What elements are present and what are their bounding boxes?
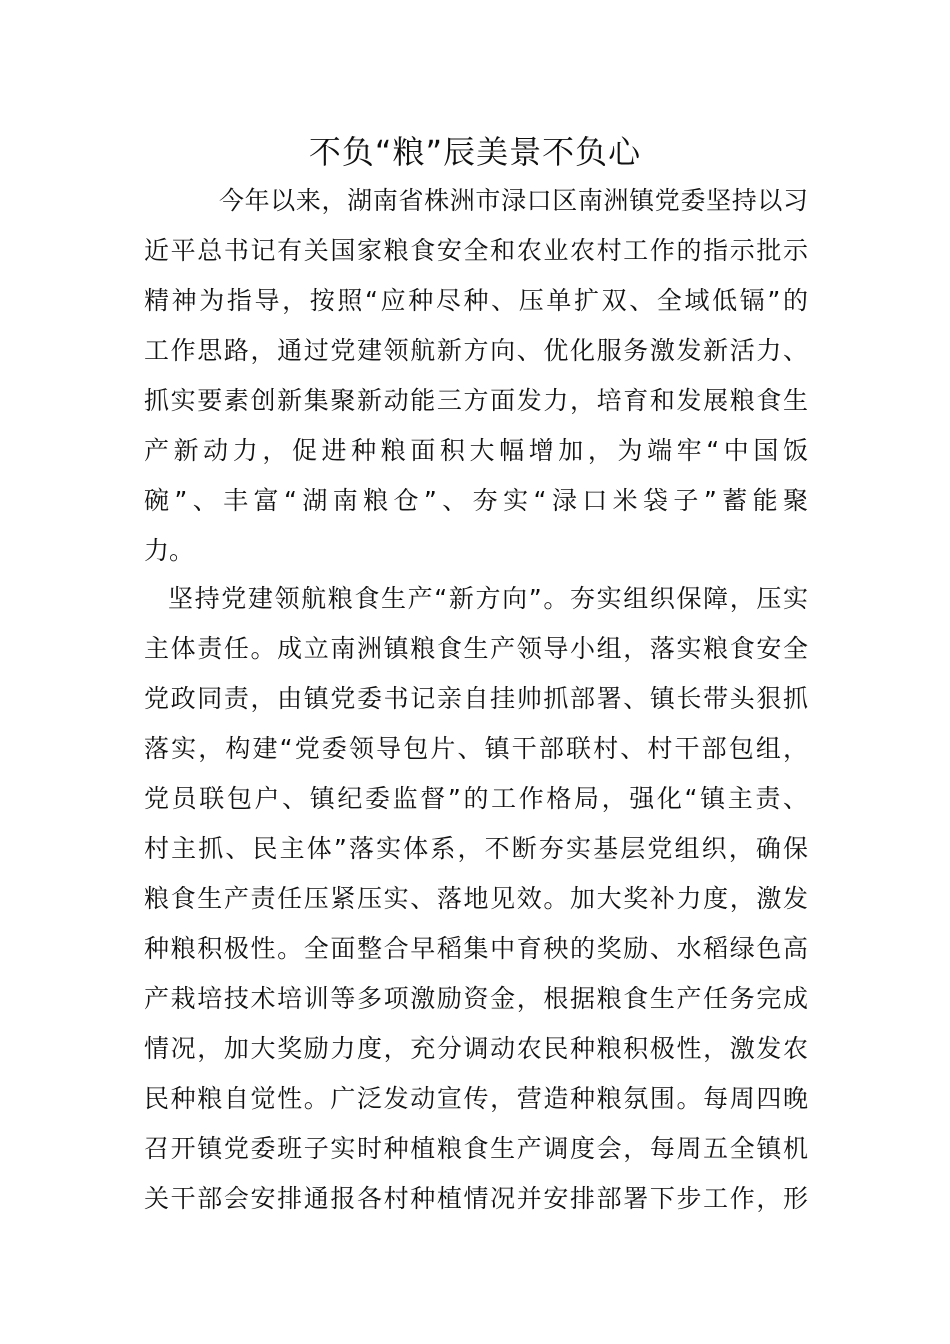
paragraph-line: 民种粮自觉性。广泛发动宣传，营造种粮氛围。每周四晚 <box>144 1084 808 1113</box>
paragraph-line: 产新动力，促进种粮面积大幅增加，为端牢“中国饭 <box>144 436 808 465</box>
paragraph-line: 工作思路，通过党建领航新方向、优化服务激发新活力、 <box>144 336 808 365</box>
document-title: 不负“粮”辰美景不负心 <box>308 133 642 171</box>
paragraph-line: 抓实要素创新集聚新动能三方面发力，培育和发展粮食生 <box>144 386 808 415</box>
paragraph-line: 力。 <box>144 536 195 565</box>
paragraph-line: 今年以来，湖南省株洲市渌口区南洲镇党委坚持以习 <box>219 186 808 215</box>
paragraph-line: 粮食生产责任压紧压实、落地见效。加大奖补力度，激发 <box>144 884 808 913</box>
paragraph-line: 情况，加大奖励力度，充分调动农民种粮积极性，激发农 <box>144 1034 808 1063</box>
paragraph-line: 产栽培技术培训等多项激励资金，根据粮食生产任务完成 <box>144 984 808 1013</box>
paragraph-line: 党员联包户、镇纪委监督”的工作格局，强化“镇主责、 <box>144 784 808 813</box>
paragraph-line: 村主抓、民主体”落实体系，不断夯实基层党组织，确保 <box>144 834 808 863</box>
paragraph-line: 坚持党建领航粮食生产“新方向”。夯实组织保障，压实 <box>168 584 808 613</box>
paragraph-line: 党政同责，由镇党委书记亲自挂帅抓部署、镇长带头狠抓 <box>144 684 808 713</box>
paragraph-line: 碗”、丰富“湖南粮仓”、夯实“渌口米袋子”蓄能聚 <box>144 486 808 515</box>
paragraph-line: 关干部会安排通报各村种植情况并安排部署下步工作，形 <box>144 1184 808 1213</box>
paragraph-line: 种粮积极性。全面整合早稻集中育秧的奖励、水稻绿色高 <box>144 934 808 963</box>
paragraph-line: 落实，构建“党委领导包片、镇干部联村、村干部包组， <box>144 734 808 763</box>
paragraph-line: 召开镇党委班子实时种植粮食生产调度会，每周五全镇机 <box>144 1134 808 1163</box>
paragraph-party-building <box>144 574 808 1224</box>
paragraph-line: 近平总书记有关国家粮食安全和农业农村工作的指示批示 <box>144 236 808 265</box>
paragraph-line: 主体责任。成立南洲镇粮食生产领导小组，落实粮食安全 <box>144 634 808 663</box>
paragraph-intro <box>144 176 808 576</box>
paragraph-line: 精神为指导，按照“应种尽种、压单扩双、全域低镉”的 <box>144 286 808 315</box>
